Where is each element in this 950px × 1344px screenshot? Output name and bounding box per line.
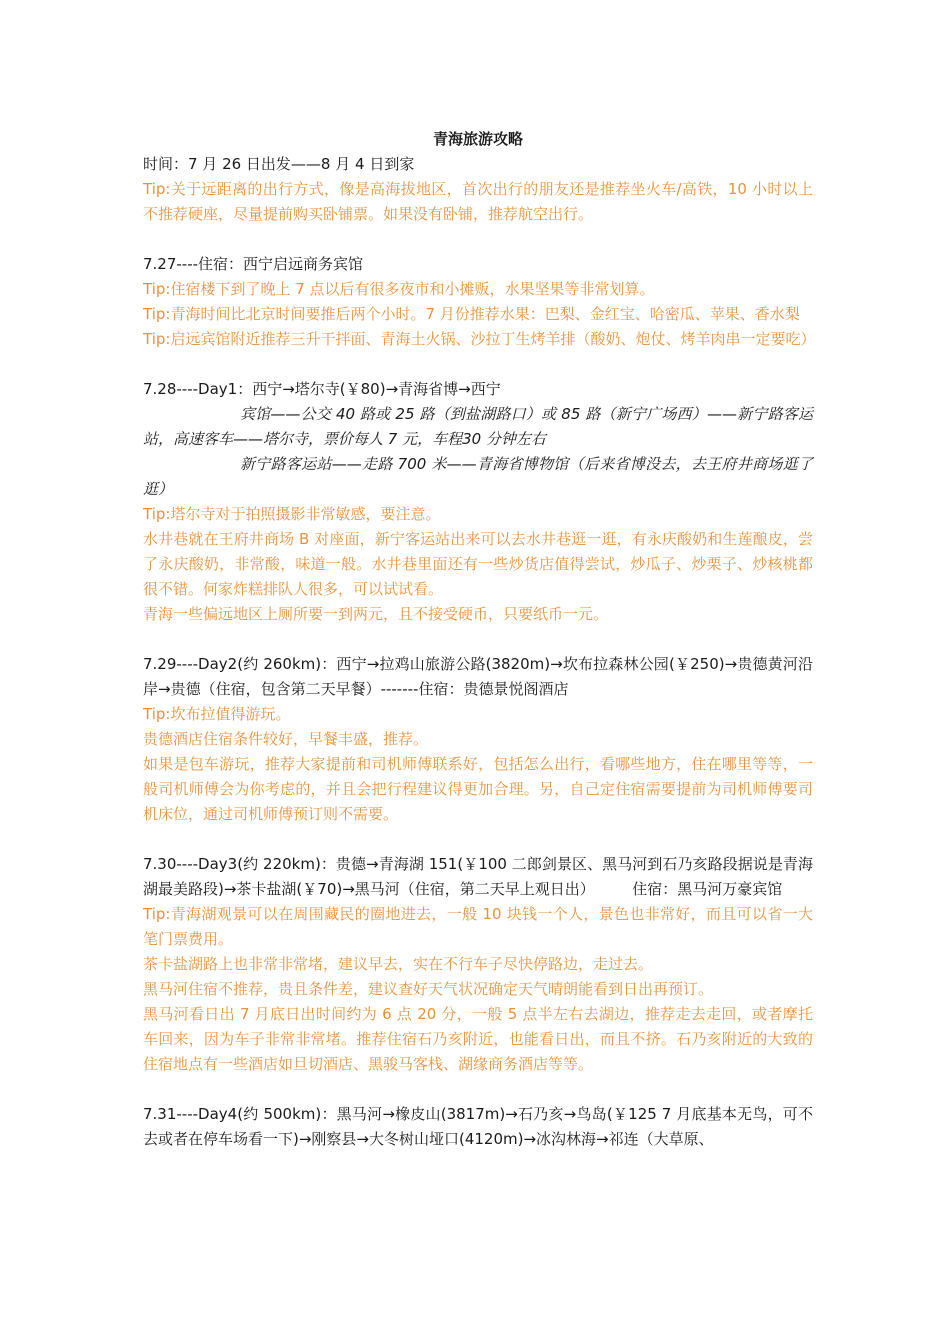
day3-tip-3: 黑马河住宿不推荐，贵且条件差，建议查好天气状况确定天气晴朗能看到日出再预订。 [143,980,714,998]
page-title: 青海旅游攻略 [432,130,523,148]
intro-tip: Tip:关于远距离的出行方式，像是高海拔地区，首次出行的朋友还是推荐坐火车/高铁，10 小时以上不推荐硬座，尽量提前购买卧铺票。如果没有卧铺，推荐航空出行。 [143,180,813,223]
day1-tip-2: 水井巷就在王府井商场 B 对座面，新宁客运站出来可以去水井巷逛一逛，有永庆酸奶和生莲酿皮，尝了永庆酸奶，非常酸，味道一般。水井巷里面还有一些炒货店值得尝试，炒瓜子、炒栗子、炒核桃都很不错。何家炸糕排队人很多，可以试试看。 [143,530,813,598]
spacer [143,352,813,377]
day0-header: 7.27----住宿：西宁启远商务宾馆 [143,255,364,273]
day3-tip-4: 黑马河看日出 7 月底日出时间约为 6 点 20 分，一般 5 点半左右去湖边，推荐走去走回，或者摩托车回来，因为车子非常非常堵。推荐住宿石乃亥附近，也能看日出，而且不挤。石乃亥附近的大致的住宿地点有一些酒店如旦切酒店、黑骏马客栈、湖缘商务酒店等等。 [143,1005,813,1073]
spacer [143,1077,813,1102]
day4-header: 7.31----Day4(约 500km)：黑马河→橡皮山(3817m)→石乃亥→鸟岛(￥125 7 月底基本无鸟，可不去或者在停车场看一下)→刚察县→大冬树山垭口(4120m)→冰沟林海→祁连（大草原、 [143,1105,813,1148]
day1-route-2: 新宁路客运站——走路 700 米——青海省博物馆（后来省博没去，去王府井商场逛了逛） [143,455,813,498]
day1-header: 7.28----Day1：西宁→塔尔寺(￥80)→青海省博→西宁 [143,380,501,398]
document-body [143,127,816,1152]
day0-tip-2: Tip:青海时间比北京时间要推后两个小时。7 月份推荐水果：巴梨、金红宝、哈密瓜、苹果、香水梨 [143,305,800,323]
day0-tip-1: Tip:住宿楼下到了晚上 7 点以后有很多夜市和小摊贩，水果坚果等非常划算。 [143,280,655,298]
day0-tip-3: Tip:启远宾馆附近推荐三升干拌面、青海土火锅、沙拉丁生烤羊排（酸奶、炮仗、烤羊肉串一定要吃） [143,330,816,348]
day2-tip-1: Tip:坎布拉值得游玩。 [143,705,291,723]
day2-tip-3: 如果是包车游玩，推荐大家提前和司机师傅联系好，包括怎么出行，看哪些地方，住在哪里等等，一般司机师傅会为你考虑的，并且会把行程建议得更加合理。另，自己定住宿需要提前为司机师傅要司机床位，通过司机师傅预订则不需要。 [143,755,813,823]
day2-header: 7.29----Day2(约 260km)：西宁→拉鸡山旅游公路(3820m)→坎布拉森林公园(￥250)→贵德黄河沿岸→贵德（住宿，包含第二天早餐）-------住宿：贵德景悦阁酒店 [143,655,813,698]
day1-route-1: 宾馆——公交 40 路或 25 路（到盐湖路口）或 85 路（新宁广场西）——新宁路客运站，高速客车——塔尔寺，票价每人 7 元，车程30 分钟左右 [143,405,813,448]
day1-tip-1: Tip:塔尔寺对于拍照摄影非常敏感，要注意。 [143,505,441,523]
day1-tip-3: 青海一些偏远地区上厕所要一到两元，且不接受硬币，只要纸币一元。 [143,605,609,623]
trip-time: 时间：7 月 26 日出发——8 月 4 日到家 [143,155,415,173]
day3-header: 7.30----Day3(约 220km)：贵德→青海湖 151(￥100 二郎剑景区、黑马河到石乃亥路段据说是青海湖最美路段)→茶卡盐湖(￥70)→黑马河（住宿，第二天早上观日出） 住宿：黑马河万豪宾馆 [143,855,813,898]
day2-tip-2: 贵德酒店住宿条件较好，早餐丰盛，推荐。 [143,730,429,748]
spacer [143,627,813,652]
spacer [143,827,813,852]
day3-tip-1: Tip:青海湖观景可以在周围藏民的圈地进去，一般 10 块钱一个人，景色也非常好，而且可以省一大笔门票费用。 [143,905,813,948]
day3-tip-2: 茶卡盐湖路上也非常非常堵，建议早去，实在不行车子尽快停路边，走过去。 [143,955,654,973]
spacer [143,227,813,252]
